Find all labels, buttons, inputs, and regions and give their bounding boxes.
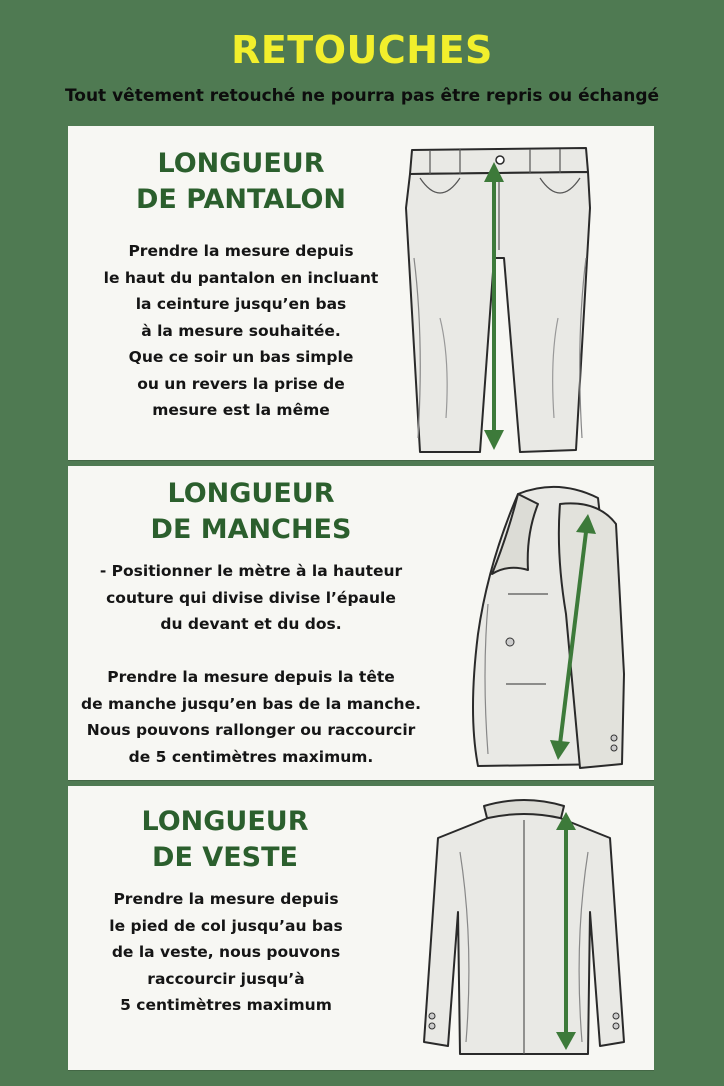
section-jacket-length (68, 786, 654, 1070)
page-title: RETOUCHES (231, 28, 493, 72)
section-trouser-length (68, 126, 654, 460)
page-subtitle: Tout vêtement retouché ne pourra pas être repris ou échangé (64, 86, 660, 106)
section-text: Prendre la mesure depuis le pied de col jusqu’au bas de la veste, nous pouvons raccourcir jusqu’à 5 centimètres maximum (109, 890, 343, 1014)
section-heading: LONGUEUR DE PANTALON (135, 148, 347, 215)
jacket-back-measure-icon (414, 792, 634, 1064)
section-text: - Positionner le mètre à la hauteur couture qui divise divise l’épaule du devant et du dos. Prendre la mesure depuis la tête de manche jusqu’en bas de la manche. Nous pouvons rallonger ou raccourcir de 5 centimètres maximum. (81, 562, 421, 766)
section-sleeve-length (68, 466, 654, 780)
jacket-side-sleeve-measure-icon (448, 474, 628, 774)
section-heading: LONGUEUR DE MANCHES (150, 478, 352, 545)
section-text: Prendre la mesure depuis le haut du pantalon en incluant la ceinture jusqu’en bas à la mesure souhaitée. Que ce soir un bas simple ou un revers la prise de mesure est la même (103, 242, 379, 419)
trousers-measure-icon (400, 138, 600, 458)
section-heading: LONGUEUR DE VESTE (141, 806, 309, 873)
